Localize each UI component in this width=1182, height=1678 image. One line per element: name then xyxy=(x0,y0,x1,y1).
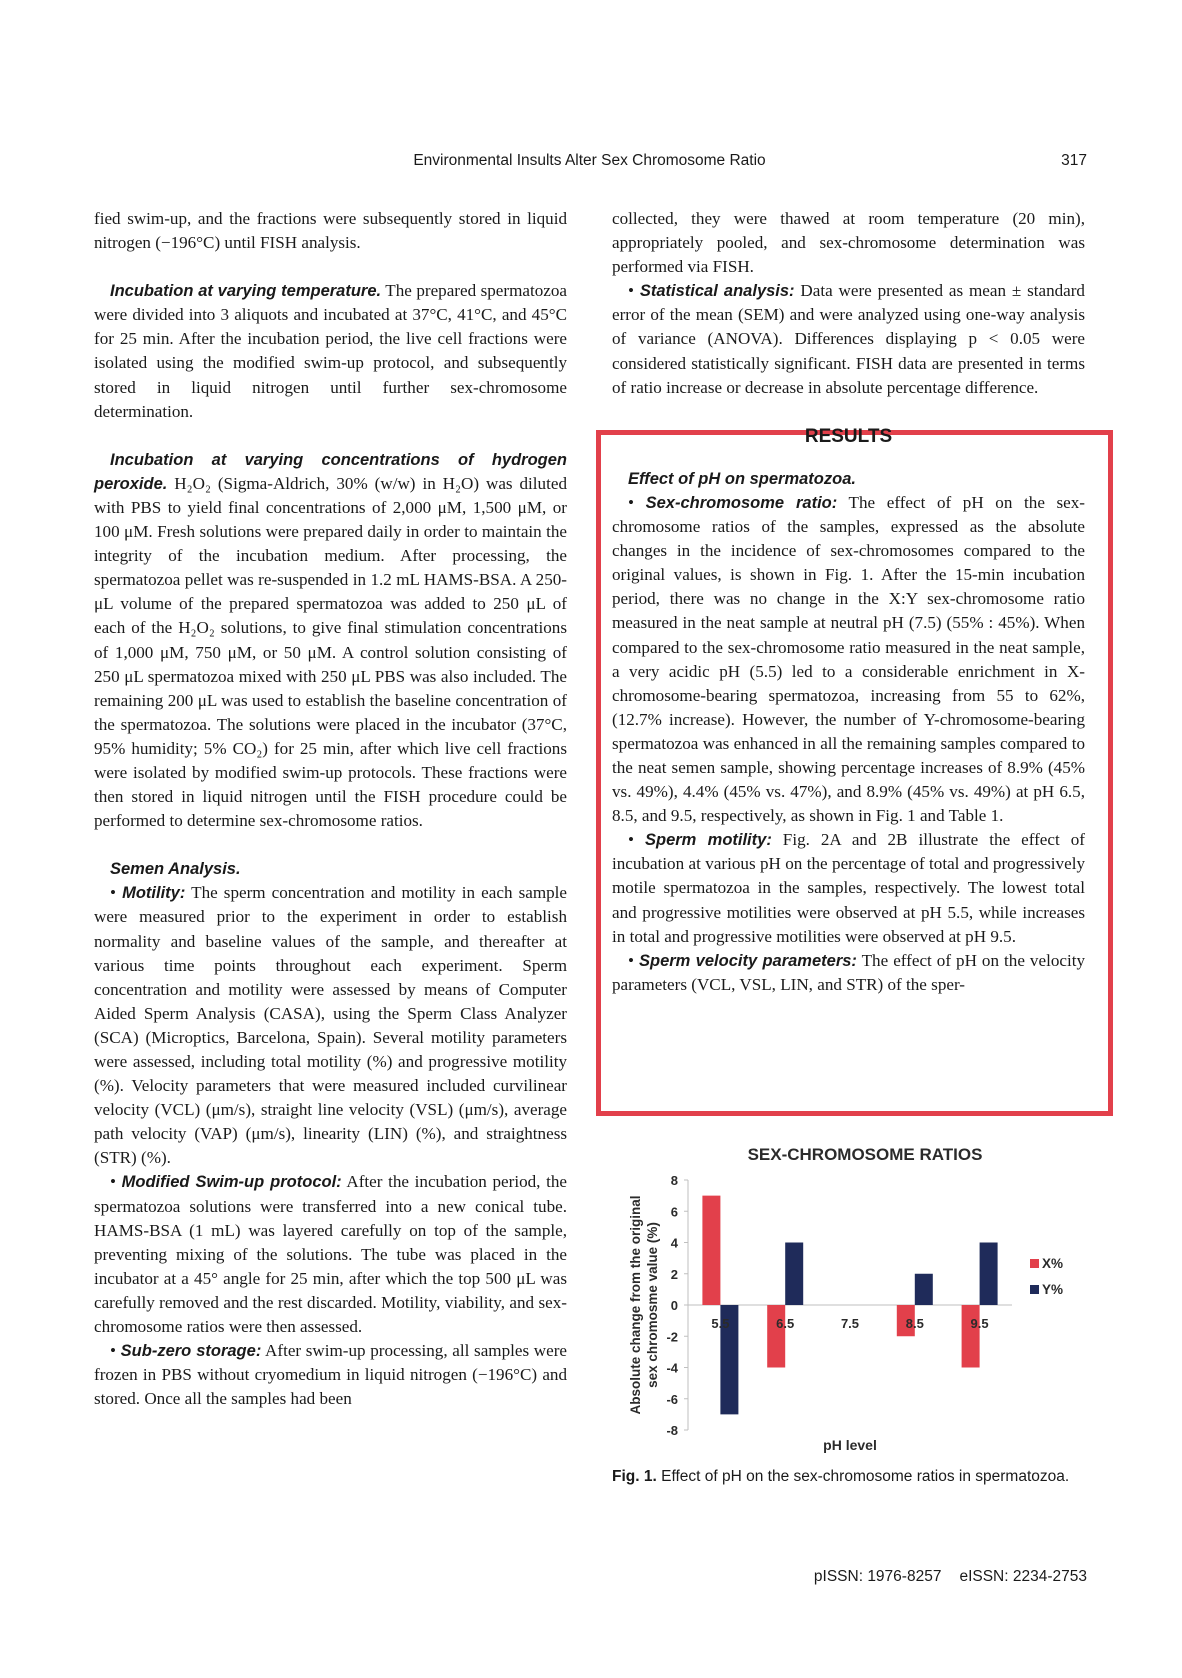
effect-of-ph-heading xyxy=(612,467,1085,491)
paragraph-sperm-motility: • Sperm motility: Fig. 2A and 2B illustrate the effect of incubation at various pH on the percentage of total and progressively motile spermatozoa in the samples, respectively. The lowest total and progressive motilities were observed at pH 5.5, while increases in total and progressive motilities were observed at pH 9.5. xyxy=(612,830,1085,946)
x-tick-label: 6.5 xyxy=(776,1316,795,1331)
x-tick-label: 9.5 xyxy=(970,1316,989,1331)
y-tick-label: 4 xyxy=(670,1235,678,1251)
caption-label: Fig. 1. xyxy=(612,1468,657,1485)
bar-X-9.5 xyxy=(962,1305,980,1368)
eissn: eISSN: 2234-2753 xyxy=(959,1568,1087,1585)
legend-label-X: X% xyxy=(1042,1256,1064,1271)
h2o2-text: H₂O₂ (Sigma-Aldrich, 30% (w/w) in H₂O) was diluted with PBS to yield final concentrations of 2,000 μM, 1,500 μM, or 100 μM. Fresh solutions were prepared daily in order to maintain the integrity of the incubation medium. After processing, the spermatozoa pellet was re-suspended in 1.2 mL HAMS-BSA. A 250-μL volume of the prepared spermatozoa was added to 250 μL of each of the H₂O₂ solutions, to give final stimulation concentrations of 1,000 μM, 750 μM, or 50 μM. A control solution consisting of 250 μL spermatozoa mixed with 250 μL PBS was also included. The remaining 200 μL was used to establish the baseline concentration of the spermatozoa. The solutions were placed in the incubator (37°C, 95% humidity; 5% CO₂) for 25 min, after which live cell fractions were isolated by modified swim-up protocols. These fractions were then stored in liquid nitrogen until the FISH procedure could be performed to determine sex-chromosome ratios. xyxy=(94,473,567,831)
sperm-motility-heading: Sperm motility: xyxy=(644,831,772,850)
running-header xyxy=(92,152,1087,174)
y-tick-label: 6 xyxy=(670,1204,678,1220)
effect-heading-text: Effect of pH on spermatozoa. xyxy=(628,469,856,488)
running-title: Environmental Insults Alter Sex Chromosome Ratio xyxy=(413,152,766,169)
y-axis-label-line: Absolute change from the original xyxy=(628,1195,643,1415)
storage-text: After swim-up processing, all samples were frozen in PBS without cryomedium in liquid nitrogen (−196°C) and stored. Once all the samples had been xyxy=(94,1341,567,1409)
statistics-heading: Statistical analysis: xyxy=(639,282,795,301)
semen-heading-text: Semen Analysis. xyxy=(110,860,241,879)
pissn: pISSN: 1976-8257 xyxy=(813,1568,942,1585)
paragraph-swimup: • Modified Swim-up protocol: After the incubation period, the spermatozoa solutions were transferred into a new conical tube. HAMS-BSA (1 mL) was layered carefully on top of the sample, preventing mixing of the solutions. The tube was placed in the incubator at a 45° angle for 25 min, after which the top 500 μL was carefully removed and the rest discarded. Motility, viability, and sex-chromosome ratios were then assessed. xyxy=(94,1172,567,1337)
paragraph-sex-ratio: • Sex-chromosome ratio: The effect of pH on the sex-chromosome ratios of the samples, expressed as the absolute changes in the incidence of sex-chromosomes compared to the original values, is shown in Fig. 1. After the 15-min incubation period, there was no change in the X:Y sex-chromosome ratio measured in the neat sample at neutral pH (7.5) (55% : 45%). When compared to the sex-chromosome ratio measured in the neat sample, a very acidic pH (5.5) led to a considerable enrichment in X-chromosome-bearing spermatozoa, increasing from 55 to 62%, (12.7% increase). However, the number of Y-chromosome-bearing spermatozoa was enhanced in all the remaining samples compared to the neat semen sample, showing percentage increases of 8.9% (45% vs. 49%), 4.4% (45% vs. 47%), and 8.9% (45% vs. 49%) at pH 6.5, 8.5, and 9.5, respectively, as shown in Fig. 1 and Table 1. xyxy=(612,492,1085,826)
paragraph-motility: • Motility: The sperm concentration and motility in each sample were measured prior to the experiment in order to establish normality and baseline values of the sample, and thereafter at various time points throughout each experiment. Sperm concentration and motility were assessed by means of Computer Aided Sperm Analysis (CASA), using the Sperm Class Analyzer (SCA) (Microptics, Barcelona, Spain). Several motility parameters were assessed, including total motility (%) and progressive motility (%). Velocity parameters that were measured included curvilinear velocity (VCL) (μm/s), straight line velocity (VSL) (μm/s), average path velocity (VAP) (μm/s), linearity (LIN) (%), and straightness (STR) (%). xyxy=(94,883,568,1168)
paragraph-statistics: • Statistical analysis: Data were presented as mean ± standard error of the mean (SEM) and were analyzed using one-way analysis of variance (ANOVA). Differences displaying p < 0.05 were considered statistically significant. FISH data are presented in terms of ratio increase or decrease in absolute percentage difference. xyxy=(612,281,1085,397)
swimup-heading: Modified Swim-up protocol: xyxy=(121,1173,342,1192)
paragraph-continuation: fied swim-up, and the fractions were subsequently stored in liquid nitrogen (−196°C) until FISH analysis. xyxy=(94,209,567,253)
chart-svg xyxy=(612,1136,1102,1461)
footer-issn xyxy=(814,1568,1087,1586)
velocity-heading: Sperm velocity parameters: xyxy=(639,951,857,970)
chart-title: SEX-CHROMOSOME RATIOS xyxy=(747,1145,983,1164)
h2o2-heading: Incubation at varying concentrations of hydrogen peroxide. xyxy=(94,450,567,493)
paragraph-temperature xyxy=(94,279,567,424)
results-heading: RESULTS xyxy=(804,425,893,447)
velocity-text: The effect of pH on the velocity parameters (VCL, VSL, LIN, and STR) of the sper- xyxy=(612,950,1085,994)
bar-Y-6.5 xyxy=(785,1243,803,1306)
sex-ratio-heading: Sex-chromosome ratio: xyxy=(645,493,838,512)
sex-ratio-text: The effect of pH on the sex-chromosome ratios of the samples, expressed as the absolute changes in the incidence of sex-chromosomes compared to the original values, is shown in Fig. 1. After the 15-min incubation period, there was no change in the X:Y sex-chromosome ratio measured in the neat sample at neutral pH (7.5) (55% : 45%). When compared to the sex-chromosome ratio measured in the neat sample, a very acidic pH (5.5) led to a considerable enrichment in X-chromosome-bearing spermatozoa, increasing from 55 to 62%, (12.7% increase). However, the number of Y-chromosome-bearing spermatozoa was enhanced in all the remaining samples compared to the neat semen sample, showing percentage increases of 8.9% (45% vs. 49%), 4.4% (45% vs. 47%), and 8.9% (45% vs. 49%) at pH 6.5, 8.5, and 9.5, respectively, as shown in Fig. 1 and Table 1. xyxy=(612,492,1085,826)
bar-Y-8.5 xyxy=(915,1274,933,1305)
bar-Y-9.5 xyxy=(980,1243,998,1306)
paragraph-storage: • Sub-zero storage: After swim-up processing, all samples were frozen in PBS without cryomedium in liquid nitrogen (−196°C) and stored. Once all the samples had been xyxy=(94,1341,567,1409)
x-tick-label: 8.5 xyxy=(905,1316,924,1331)
sperm-motility-text: Fig. 2A and 2B illustrate the effect of incubation at various pH on the percentage of total and progressively motile spermatozoa in the samples, respectively. The lowest total and progressive motilities were observed at pH 5.5, while increases in total and progressive motilities were observed at pH 9.5. xyxy=(612,830,1085,946)
y-tick-label: -8 xyxy=(666,1423,678,1438)
x-tick-label: 7.5 xyxy=(840,1316,860,1331)
legend-swatch-X xyxy=(1030,1259,1039,1268)
page-number: 317 xyxy=(1061,152,1087,169)
y-axis-label-line: sex chromosme value (%) xyxy=(645,1222,660,1388)
motility-heading: Motility: xyxy=(122,884,186,903)
paragraph-fish-continuation: collected, they were thawed at room temperature (20 min), appropriately pooled, and sex-chromosome determination was performed via FISH. xyxy=(612,209,1085,277)
temperature-heading: Incubation at varying temperature. xyxy=(110,282,382,301)
y-tick-label: 8 xyxy=(670,1173,678,1188)
legend-label-Y: Y% xyxy=(1042,1282,1064,1297)
y-tick-label: -2 xyxy=(666,1329,678,1345)
y-tick-label: 2 xyxy=(670,1266,678,1282)
left-column xyxy=(94,207,567,1411)
storage-heading: Sub-zero storage: xyxy=(120,1342,262,1361)
y-axis-label xyxy=(628,1195,660,1414)
y-tick-label: 0 xyxy=(670,1298,678,1313)
x-tick-label: 5.5 xyxy=(711,1316,730,1331)
bar-X-6.5 xyxy=(767,1305,785,1368)
temperature-text: The prepared spermatozoa were divided into 3 aliquots and incubated at 37°C, 41°C, and 45°C for 25 min. After the incubation period, the live cell fractions were isolated using the modified swim-up protocol, and subsequently stored in liquid nitrogen until further sex-chromosome determination. xyxy=(94,281,567,421)
statistics-text: Data were presented as mean ± standard error of the mean (SEM) and were analyzed using one-way analysis of variance (ANOVA). Differences displaying p < 0.05 were considered statistically significant. FISH data are presented in terms of ratio increase or decrease in absolute percentage difference. xyxy=(612,281,1085,397)
y-tick-label: -6 xyxy=(666,1391,678,1407)
swimup-text: After the incubation period, the spermatozoa solutions were transferred into a new conical tube. HAMS-BSA (1 mL) was layered carefully on top of the sample, preventing mixing of the solutions. The tube was placed in the incubator at a 45° angle for 25 min, after which the top 500 μL was carefully removed and the rest discarded. Motility, viability, and sex-chromosome ratios were then assessed. xyxy=(94,1172,567,1337)
paragraph-h2o2 xyxy=(94,448,567,834)
right-column xyxy=(612,207,1085,997)
caption-text: Effect of pH on the sex-chromosome ratios in spermatozoa. xyxy=(661,1468,1070,1485)
paragraph-velocity: • Sperm velocity parameters: The effect of pH on the velocity parameters (VCL, VSL, LIN, and STR) of the sper- xyxy=(612,950,1085,994)
y-tick-label: -4 xyxy=(666,1360,678,1376)
semen-analysis-heading xyxy=(94,857,567,881)
bar-X-5.5 xyxy=(702,1196,720,1305)
figure-caption xyxy=(612,1465,1092,1488)
figure-1-chart xyxy=(612,1136,1102,1461)
x-axis-label: pH level xyxy=(823,1437,877,1453)
legend-swatch-Y xyxy=(1030,1285,1039,1294)
motility-text: The sperm concentration and motility in each sample were measured prior to the experiment in order to establish normality and baseline values of the sample, and thereafter at various time points throughout each experiment. Sperm concentration and motility were assessed by means of Computer Aided Sperm Analysis (CASA), using the Sperm Class Analyzer (SCA) (Microptics, Barcelona, Spain). Several motility parameters were assessed, including total motility (%) and progressive motility (%). Velocity parameters that were measured included curvilinear velocity (VCL) (μm/s), straight line velocity (VSL) (μm/s), average path velocity (VAP) (μm/s), linearity (LIN) (%), and straightness (STR) (%). xyxy=(94,883,568,1168)
